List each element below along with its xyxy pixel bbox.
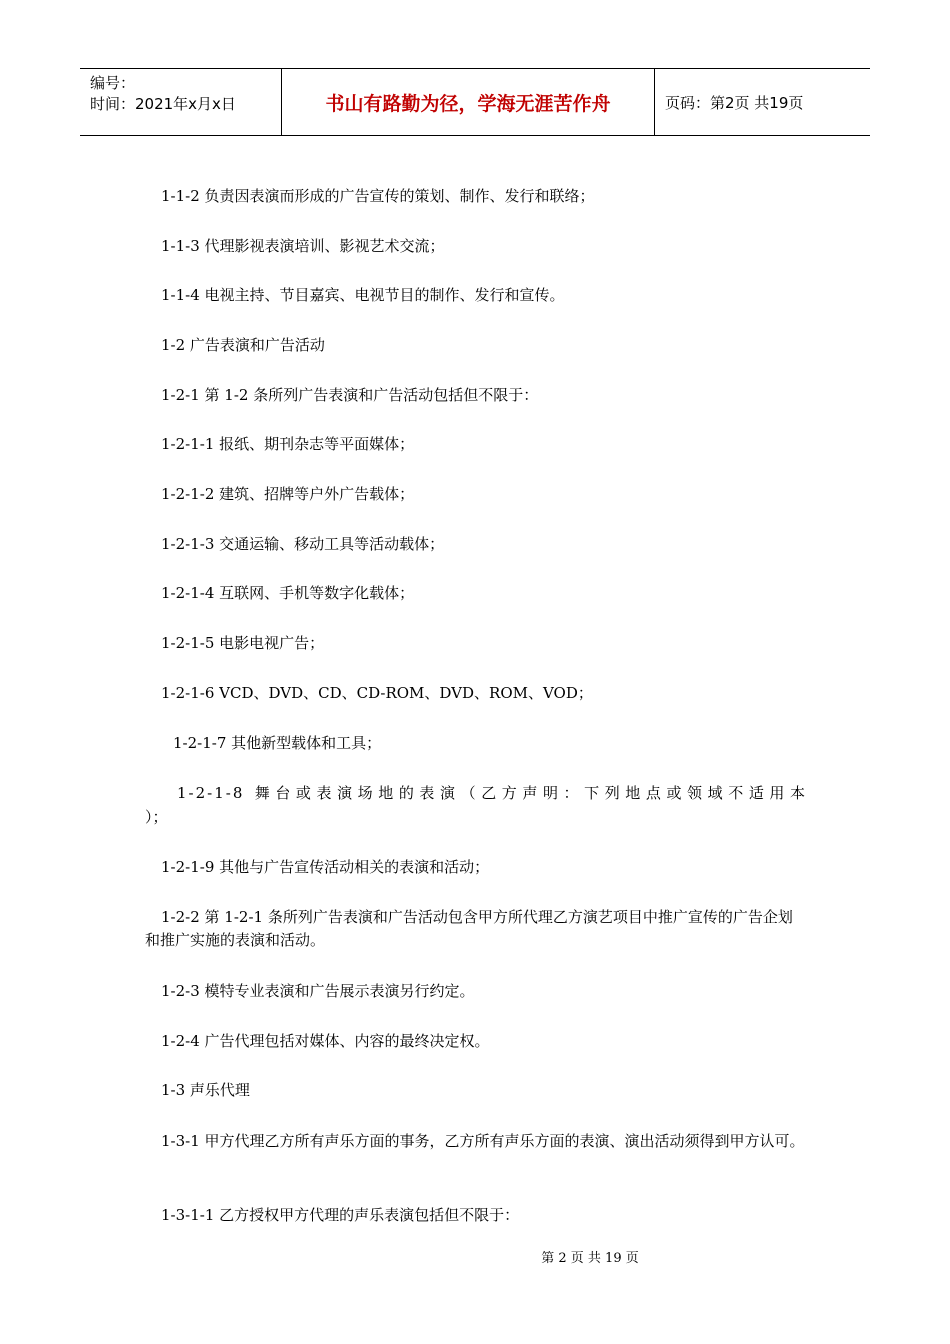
footer-page-number: 第 2 页 共 19 页 bbox=[541, 1251, 639, 1266]
paragraph: 1-2-1-1 报纸、期刊杂志等平面媒体； bbox=[161, 435, 415, 453]
paragraph: 1-3-1-1 乙方授权甲方代理的声乐表演包括但不限于： bbox=[161, 1206, 520, 1224]
section-heading: 1-2 广告表演和广告活动 bbox=[161, 336, 325, 354]
paragraph: 1-2-1-8 舞台或表演场地的表演（乙方声明：下列地点或领域不适用本 bbox=[177, 784, 807, 802]
code-label: 编号： bbox=[90, 74, 136, 92]
paragraph-continuation: ）； bbox=[145, 808, 168, 826]
paragraph: 1-2-1-3 交通运输、移动工具等活动载体； bbox=[161, 535, 445, 553]
paragraph: 1-1-3 代理影视表演培训、影视艺术交流； bbox=[161, 237, 445, 255]
header-meta bbox=[80, 69, 282, 135]
header-motto-cell bbox=[282, 69, 655, 135]
paragraph: 1-2-3 模特专业表演和广告展示表演另行约定。 bbox=[161, 982, 475, 1000]
paragraph: 1-2-1 第 1-2 条所列广告表演和广告活动包括但不限于： bbox=[161, 386, 539, 404]
paragraph: 1-2-4 广告代理包括对媒体、内容的最终决定权。 bbox=[161, 1032, 490, 1050]
page-number-label: 页码：第2页 共19页 bbox=[665, 93, 804, 112]
paragraph: 1-1-4 电视主持、节目嘉宾、电视节目的制作、发行和宣传。 bbox=[161, 286, 565, 304]
paragraph: 1-1-2 负责因表演而形成的广告宣传的策划、制作、发行和联络； bbox=[161, 187, 595, 205]
page-header bbox=[80, 68, 870, 136]
paragraph: 1-3-1 甲方代理乙方所有声乐方面的事务，乙方所有声乐方面的表演、演出活动须得到甲方认可。 bbox=[161, 1132, 805, 1150]
motto-text: 书山有路勤为径，学海无涯苦作舟 bbox=[325, 92, 611, 115]
section-heading: 1-3 声乐代理 bbox=[161, 1081, 250, 1099]
paragraph: 1-2-1-7 其他新型载体和工具； bbox=[173, 734, 382, 752]
paragraph: 1-2-2 第 1-2-1 条所列广告表演和广告活动包含甲方所代理乙方演艺项目中推广宣传的广告企划和推广实施的表演和活动。 bbox=[145, 908, 793, 949]
paragraph: 1-2-1-9 其他与广告宣传活动相关的表演和活动； bbox=[161, 858, 490, 876]
paragraph: 1-2-1-4 互联网、手机等数字化载体； bbox=[161, 584, 415, 602]
date-label: 时间：2021年x月x日 bbox=[90, 95, 236, 113]
paragraph: 1-2-1-6 VCD、DVD、CD、CD-ROM、DVD、ROM、VOD； bbox=[161, 684, 593, 702]
paragraph: 1-2-1-5 电影电视广告； bbox=[161, 634, 325, 652]
header-page-cell bbox=[655, 69, 870, 135]
paragraph: 1-2-1-2 建筑、招牌等户外广告载体； bbox=[161, 485, 415, 503]
page-footer bbox=[0, 1247, 950, 1266]
